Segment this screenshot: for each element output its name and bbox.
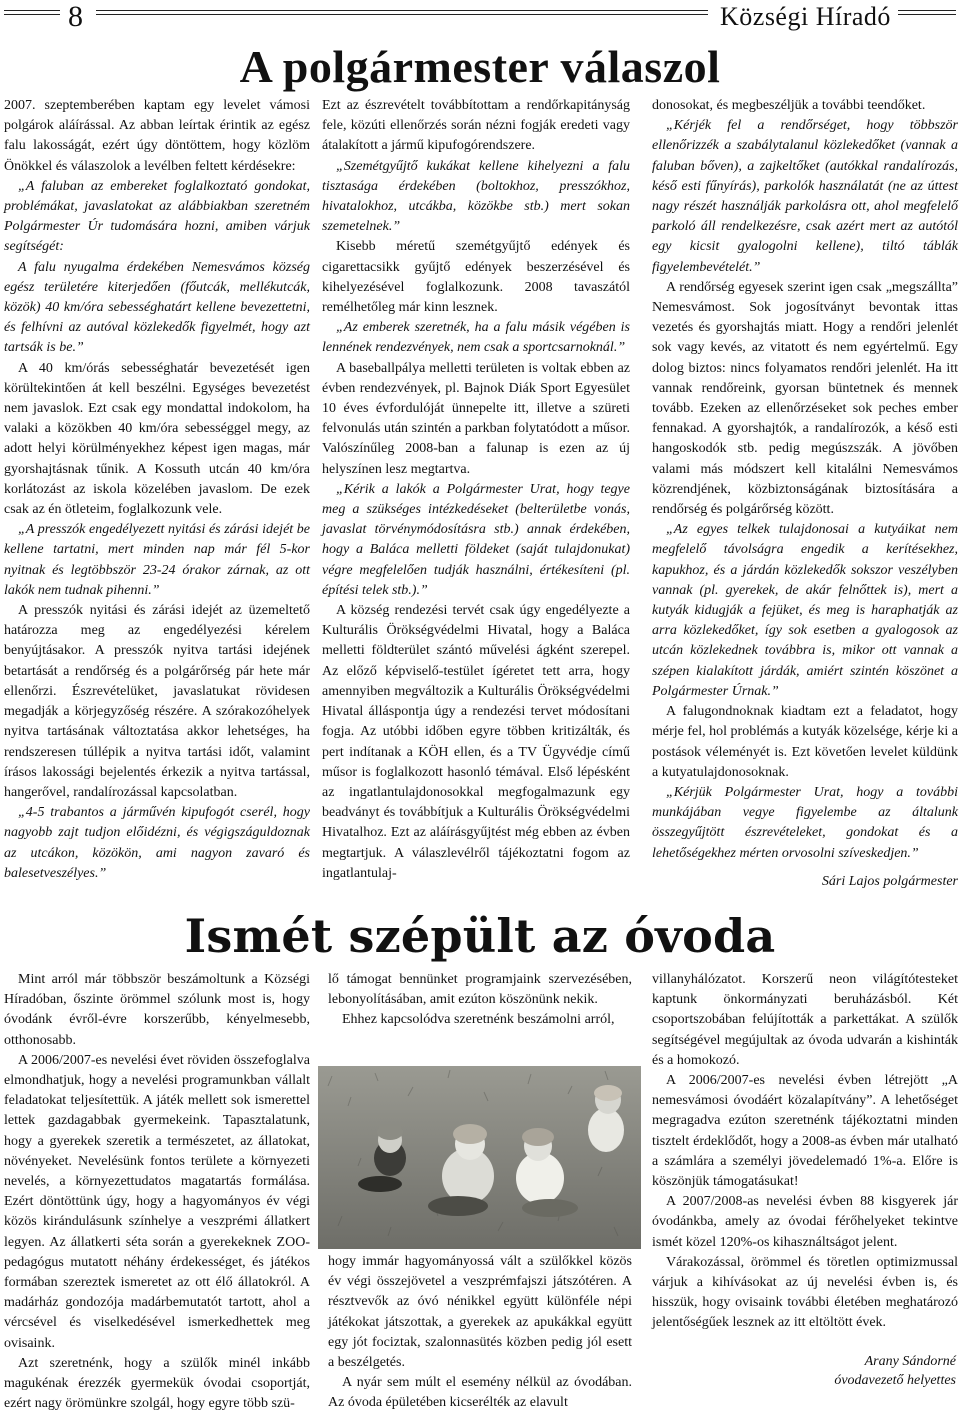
header-rule-right (898, 10, 956, 11)
paragraph: Mint arról már többször beszámoltunk a Községi Híradóban, őszinte örömmel szólunk most is, hogy óvodánk évről-évre korszerűbb, kényelmesebb, otthonosabb. (4, 972, 310, 1048)
mayor-column-3 (652, 96, 958, 864)
kindergarten-signature-name: Arany Sándorné (864, 1354, 956, 1369)
header-rule-right-2 (898, 14, 956, 15)
paragraph: A 2007/2008-as nevelési évben 88 kisgyerek jár óvodánkba, amely az óvodai férőhelyeket tekintve ismét közel 120%-os kihasználtságot jelent. (652, 1194, 958, 1250)
paragraph: „Kérjük Polgármester Urat, hogy a további munkájában vegye figyelembe az általunk összegyűjtött észrevételeket, gondokat és a lehetőségekhez mérten orvosolni szíveskedjen.” (652, 784, 958, 861)
kindergarten-column-2-top (328, 970, 632, 1031)
paragraph: „Szemétgyűjtő kukákat kellene kihelyezni a falu tisztasága érdekében (boltokhoz, presszókhoz, hivatalokhoz, utcákba, közökbe stb.) mert sokan szemetelnek.” (322, 158, 630, 235)
paragraph: A 2006/2007-es nevelési évet röviden összefoglalva elmondhatjuk, hogy a nevelési programunkban vállalt feladatokat teljesítettük. A játék mellett sok ismerettel lettek gazdagabbak gyermekeink. Tapasztalatunk, hogy a gyerekek szeretik a természetet, az állatokat, növényeket. Nevelésünk fontos területe a környezeti nevelés, a környezettudatos magatartás formálása. Ezért döntöttünk úgy, hogy a hagyományos év végi közös kirándulásunk színhelye a veszprémi állatkert legyen. Az állatkerti séta során a gyerekeknek ZOO-pedagógus mutatott néhány érdekességet, és játékos formában szereztek ismeretet az ott élő állatokról. A madárház gondozója madárbemutatót tartott, ahol a vércsével és viselkedésével ismerkedhettek meg ovisaink. (4, 1052, 310, 1351)
kindergarten-column-2-bottom (328, 1252, 632, 1414)
paragraph: lő támogat bennünket programjaink szervezésében, lebonyolításában, amit ezúton köszönünk nekik. (328, 972, 632, 1008)
paragraph: A rendőrség egyesek szerint igen csak „megszállta” Nemesvámost. Sok jogosítványt bevontak ittas vezetés és gyorshajtás miatt. Hogy a rendőri jelenlét sok vagy kevés, az vitatott és nem egyértelmű. Egy dolog biztos: nincs folyamatos rendőri jelenlét. Ha itt vannak rendőreink, gyorsan büntetnek és mennek tovább. Ezeken az ellenőrzéseket sok peches ember fennakad. A gyorshajtók, a randalírozók, a késő esti hangoskodók stb. pedig megúszszák. A jövőben valami más módszert kell kitalálni Nemesvámos közrendjének, közbiztonságának biztosítására a rendőrség és polgárőrség között. (652, 279, 958, 518)
paragraph: „4-5 trabantos a járművén kipufogót cserél, hogy nagyobb zajt tudjon előidézni, és végigszáguldoznak az utcákon, közökön, ami nagyon zavaró és balesetveszélyes.” (4, 805, 310, 881)
paragraph: „Az egyes telkek tulajdonosai a kutyáikat nem megfelelő távolságra engedik a kerítésekhez, kapukhoz, és a járdán közlekedők sokszor veszélyben vannak (pl. gyerekek, de akár felnőttek is), mert a kutyák kidugják a fejüket, és meg is haraphatják az arra közlekedőket, így sok esetben a gyalogosok az utcán közlekednek továbbra is, mikor ott vannak a szépen kialakított járdák, amiért szintén köszönet a Polgármester Úrnak.” (652, 522, 958, 699)
paragraph: A presszók nyitási és zárási idejét az üzemeltető határozza meg az engedélyezési kérelem benyújtásakor. A presszók nyitva tartási idejének betartását a rendőrség és a polgárőrség pár hete már ellenőrzi. Észrevételüket, javaslatukat rövidesen megadják a körjegyzőség részére. A szórakozóhelyek nyitva tartásának változtatása akkor lehetséges, ha rendszeresen túllépik a nyitva tartási időt, valamint írásos lakossági bejelentés érkezik a nyitva tartással, hangerővel, randalírozással kapcsolatban. (4, 603, 310, 800)
mayor-signature: Sári Lajos polgármester (821, 874, 958, 889)
header-rule-middle (96, 10, 708, 11)
article-title-mayor: A polgármester válaszol (239, 41, 721, 92)
page-number: 8 (68, 0, 83, 33)
paragraph: „A presszók engedélyezett nyitási és zárási idejét be kellene tartatni, mert minden nap már fél 5-kor nyitnak és legtöbbször 23-24 órakor zárnak, az ott lakók nem tudnak pihenni.” (4, 522, 310, 598)
mayor-column-1 (4, 96, 310, 884)
children-photo-illustration (318, 1066, 641, 1249)
paragraph: A nyár sem múlt el esemény nélkül az óvodában. Az óvoda épületében kicserélték az elavult (328, 1375, 632, 1411)
paragraph: Várakozással, örömmel és töretlen optimizmussal várjuk a kihívásokat az új nevelési évben is, és hisszük, hogy ovisaink további életében meghatározó jelentőségűek lesznek az itt eltöltött évek. (652, 1254, 958, 1331)
paragraph: 2007. szeptemberében kaptam egy levelet vámosi polgárok aláírással. Az abban leírtak érintik az egész falu lakosságát, ezért úgy döntöttem, hogy közlöm Önökkel és válaszolok a levélben feltett kérdésekre: (4, 98, 310, 174)
article-title-kindergarten: Ismét szépült az óvoda (184, 909, 776, 963)
paragraph: Azt szeretnénk, hogy a szülők minél inkább magukénak érezzék gyermekük óvodai csoportját, ezért nagy örömünkre szolgál, hogy egyre több szü- (4, 1355, 310, 1412)
paragraph: donosokat, és megbeszéljük a további teendőket. (652, 98, 926, 113)
paragraph: A falu nyugalma érdekében Nemesvámos község egész területére kiterjedően (főutcák, mellékutcák, közök) 40 km/óra sebességhatárt kellene bevezettetni, és felhívni az autóval közlekedők figyelmét, hogy azt tartsák is be.” (4, 259, 310, 356)
paragraph: A baseballpálya melletti területen is voltak ebben az évben rendezvények, pl. Bajnok Diák Sport Egyesület 10 éves évfordulóját ünnepelte itt, illetve a szüreti felvonulás után szintén a parkban folytatódott a műsor. Valószínűleg 2008-ban a falunap is ezen az új helyszínen lesz megtartva. (322, 360, 630, 477)
paragraph: „A faluban az embereket foglalkoztató gondokat, problémákat, javaslatokat az alábbiakban szeretném Polgármester Úr tudomására hozni, amiben várjuk segítségét: (4, 178, 310, 255)
paragraph: Kisebb méretű szemétgyűjtő edények és cigarettacsikk gyűjtő edények beszerzésével és kihelyezésével foglalkozunk. 2008 tavaszától remélhetőleg már kinn lesznek. (322, 239, 630, 316)
running-title: Községi Híradó (720, 2, 891, 31)
kindergarten-column-1 (4, 970, 310, 1414)
header-rule-left-2 (4, 14, 60, 15)
paragraph: A község rendezési tervét csak úgy engedélyezte a Kulturális Örökségvédelmi Hivatal, hogy a Baláca melletti földterület szántó művelési ágként szerepel. Az előző képviselő-testület ígéretet tett arra, hogy amennyiben megváltozik a Kulturális Örökségvédelmi Hivatal álláspontja úgy a rendezési tervet módosítani fogja. Az utóbbi időben egyre többen kritizálták, és pert indítanak a KÖH ellen, és a TV Ügyvédje című műsor is foglalkozott hasonló témával. Első lépésként az ingatlantulajdonosokkal megfogalmazunk egy beadványt és továbbítjuk a Kulturális Örökségvédelmi Hivatalhoz. Ezt az aláírásgyűjtést még ebben az évben megtartjuk. A válaszlevélről tájékoztatni fogom az ingatlantulaj- (322, 603, 630, 881)
paragraph: hogy immár hagyományossá vált a szülőkkel közös év végi összejövetel a veszprémfajszi játszótéren. A résztvevők az óvó nénikkel együtt különféle népi játékokat játszottak, a gyerekek az apukákkal együtt egy jót fociztak, szalonnasütés közben pedig jól esett a beszélgetés. (328, 1254, 632, 1371)
children-photo (318, 1066, 641, 1249)
paragraph: „Kérik a lakók a Polgármester Urat, hogy tegye meg a szükséges intézkedéseket (belterületbe vonás, javaslat törvénymódosításra stb.) annak érdekében, hogy a Baláca melletti földeket (saját tulajdonukat) végre megfelelően tudják használni, értékesíteni (pl. építési telek stb.).” (322, 481, 630, 598)
paragraph: villanyhálózatot. Korszerű neon világítótesteket kaptunk önkormányzati beruházásból. Két csoportszobában felújították a parkettákat. A szülők segítségével megújultak az óvoda udvarán a kishinták és a homokozó. (652, 972, 958, 1068)
paragraph: Ezt az észrevételt továbbítottam a rendőrkapitányság fele, közúti ellenőrzés során nézni fogják eredeti vagy átalakított a jármű kipufogórendszere. (322, 98, 630, 154)
paragraph: A 2006/2007-es nevelési évben létrejött „A nemesvámosi óvodáért közalapítvány”. A lehetőséget megragadva ezúton szeretnénk tájékoztatni minden tisztelt érdeklődőt, hogy a 2008-as évben már utalható a számlára a személyi jövedelemadó 1%-a. Előre is köszönjük támogatásukat! (652, 1073, 958, 1190)
paragraph: Ehhez kapcsolódva szeretnénk beszámolni arról, (342, 1012, 615, 1028)
paragraph: A 40 km/órás sebességhatár bevezetését igen körültekintően át kell beszélni. Egységes bevezetést nem javaslok. Ezt csak egy mondattal indokolom, ha valaki a közökben 40 km/óra sebességgel megy, az adott helyi körülményekhez képest igen magas, már gyorshajtásnak tűnik. A Kossuth utcán 40 km/óra korlátozást az iskola közelében javaslom. De ezek csak az én ötleteim, foglalkozunk vele. (4, 360, 310, 518)
kindergarten-signature-role: óvodavezető helyettes (834, 1373, 956, 1388)
kindergarten-column-3 (652, 970, 958, 1334)
paragraph: A falugondnoknak kiadtam ezt a feladatot, hogy mérje fel, hol problémás a kutyák közelsége, kérje ki a postások véleményét is. Ezt követően levelet küldünk a kutyatulajdonosoknak. (652, 704, 958, 780)
paragraph: „Kérjék fel a rendőrséget, hogy többször ellenőrizzék a szabálytalanul közlekedőket (vannak a faluban bőven), a zajkeltőket (autókkal randalírozás, késő esti fűnyírás), parkolók használatát (ne az úttest nagy részét használják parkolásra ott, ahol megfelelő parkoló áll rendelkezésre, csak azért mert az autótól egy kicsit gyalogolni kellene), tiltó táblák figyelembevételét.” (652, 118, 958, 275)
mayor-column-2 (322, 96, 630, 884)
header-rule-left (4, 10, 60, 11)
paragraph: „Az emberek szeretnék, ha a falu másik végében is lennének rendezvények, nem csak a sportcsarnoknál.” (322, 320, 630, 356)
header-rule-middle-2 (96, 14, 708, 15)
